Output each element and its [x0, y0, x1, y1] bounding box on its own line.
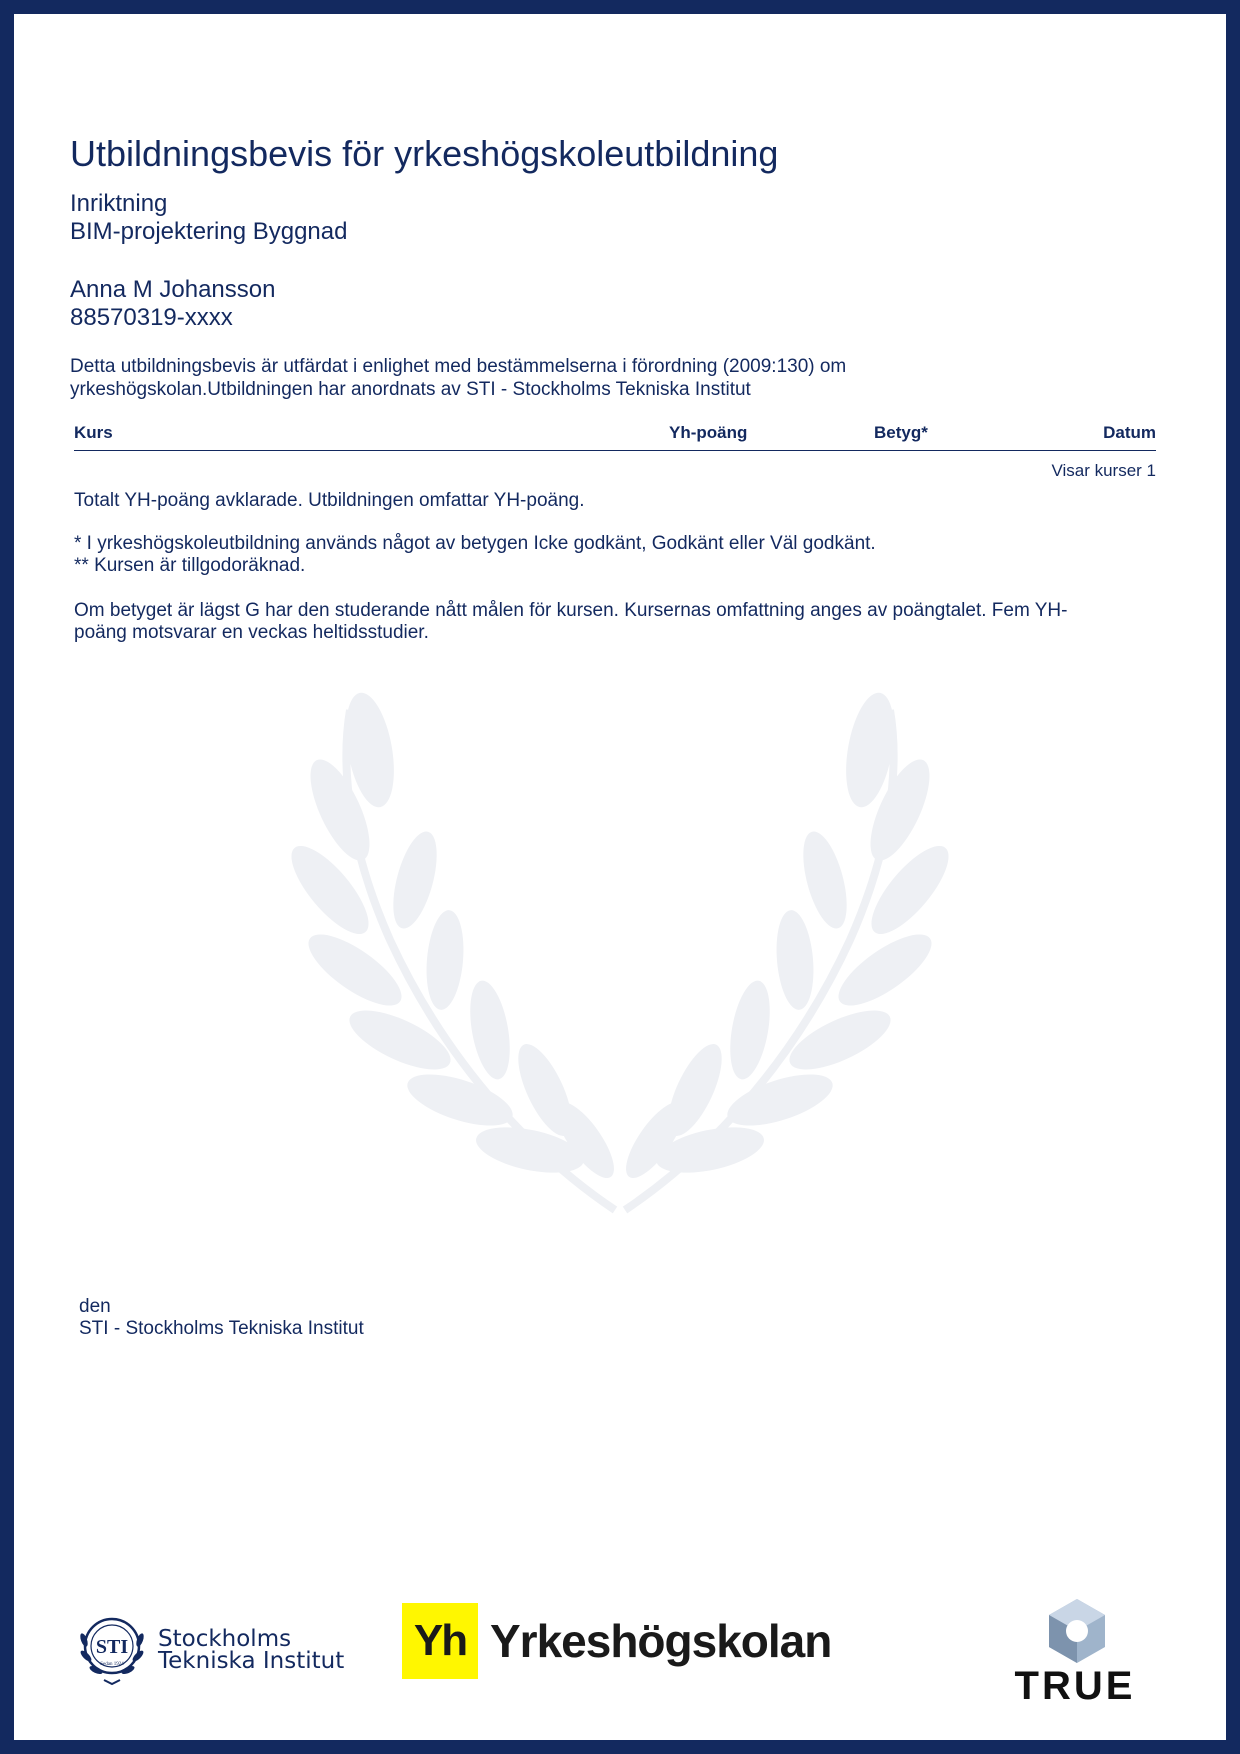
column-header-points: Yh-poäng	[669, 423, 748, 442]
intro-line: yrkeshögskolan.Utbildningen har anordnats av STI - Stockholms Tekniska Institut	[70, 379, 751, 400]
footnote-credited: ** Kursen är tillgodoräknad.	[74, 555, 306, 576]
footnote-grades: * I yrkeshögskoleutbildning används något av betygen Icke godkänt, Godkänt eller Väl godkänt.	[74, 533, 876, 554]
sti-wordmark-line: Tekniska Institut	[158, 1648, 345, 1674]
yh-wordmark: Yrkeshögskolan	[490, 1615, 832, 1667]
signature-institution: STI - Stockholms Tekniska Institut	[79, 1318, 364, 1339]
intro-line: Detta utbildningsbevis är utfärdat i enlighet med bestämmelserna i förordning (2009:130) om	[70, 356, 847, 377]
explanation-line: poäng motsvarar en veckas heltidsstudier.	[74, 622, 429, 643]
signature-date-prefix: den	[79, 1296, 111, 1317]
true-cube-icon	[1012, 1597, 1142, 1667]
orientation-value: BIM-projektering Byggnad	[70, 218, 348, 245]
student-block	[70, 276, 275, 332]
explanation-line: Om betyget är lägst G har den studerande nått målen för kursen. Kursernas omfattning anges av poängtalet. Fem YH-	[74, 600, 1068, 621]
yrkeshogskolan-logo	[402, 1603, 831, 1679]
sti-wordmark	[158, 1628, 344, 1672]
column-header-grade: Betyg*	[874, 423, 928, 442]
sti-emblem-text: STI	[95, 1636, 129, 1658]
sti-emblem-icon	[74, 1610, 150, 1686]
laurel-watermark-icon	[240, 690, 1000, 1230]
student-name: Anna M Johansson	[70, 276, 276, 303]
yh-mark: Yh	[402, 1603, 478, 1679]
column-header-date: Datum	[1103, 423, 1156, 442]
column-header-course: Kurs	[74, 423, 113, 442]
orientation-label: Inriktning	[70, 190, 168, 217]
course-count: Visar kurser 1	[1051, 461, 1156, 480]
sti-logo	[74, 1610, 354, 1686]
orientation-block	[70, 190, 347, 246]
grade-explanation	[74, 600, 1134, 644]
sti-emblem-small: Sedan 1924	[100, 1662, 124, 1667]
signature-block	[79, 1296, 364, 1340]
certificate-title: Utbildningsbevis för yrkeshögskoleutbildning	[70, 133, 779, 174]
course-table	[74, 420, 1156, 481]
sti-wordmark-line: Stockholms	[158, 1626, 292, 1652]
course-table-header	[74, 420, 1156, 451]
total-points-text: Totalt YH-poäng avklarade. Utbildningen omfattar YH-poäng.	[74, 490, 585, 511]
footnotes	[74, 533, 1134, 577]
intro-text	[70, 355, 950, 401]
personal-number: 88570319-xxxx	[70, 304, 233, 331]
true-wordmark: TRUE	[1014, 1664, 1136, 1708]
